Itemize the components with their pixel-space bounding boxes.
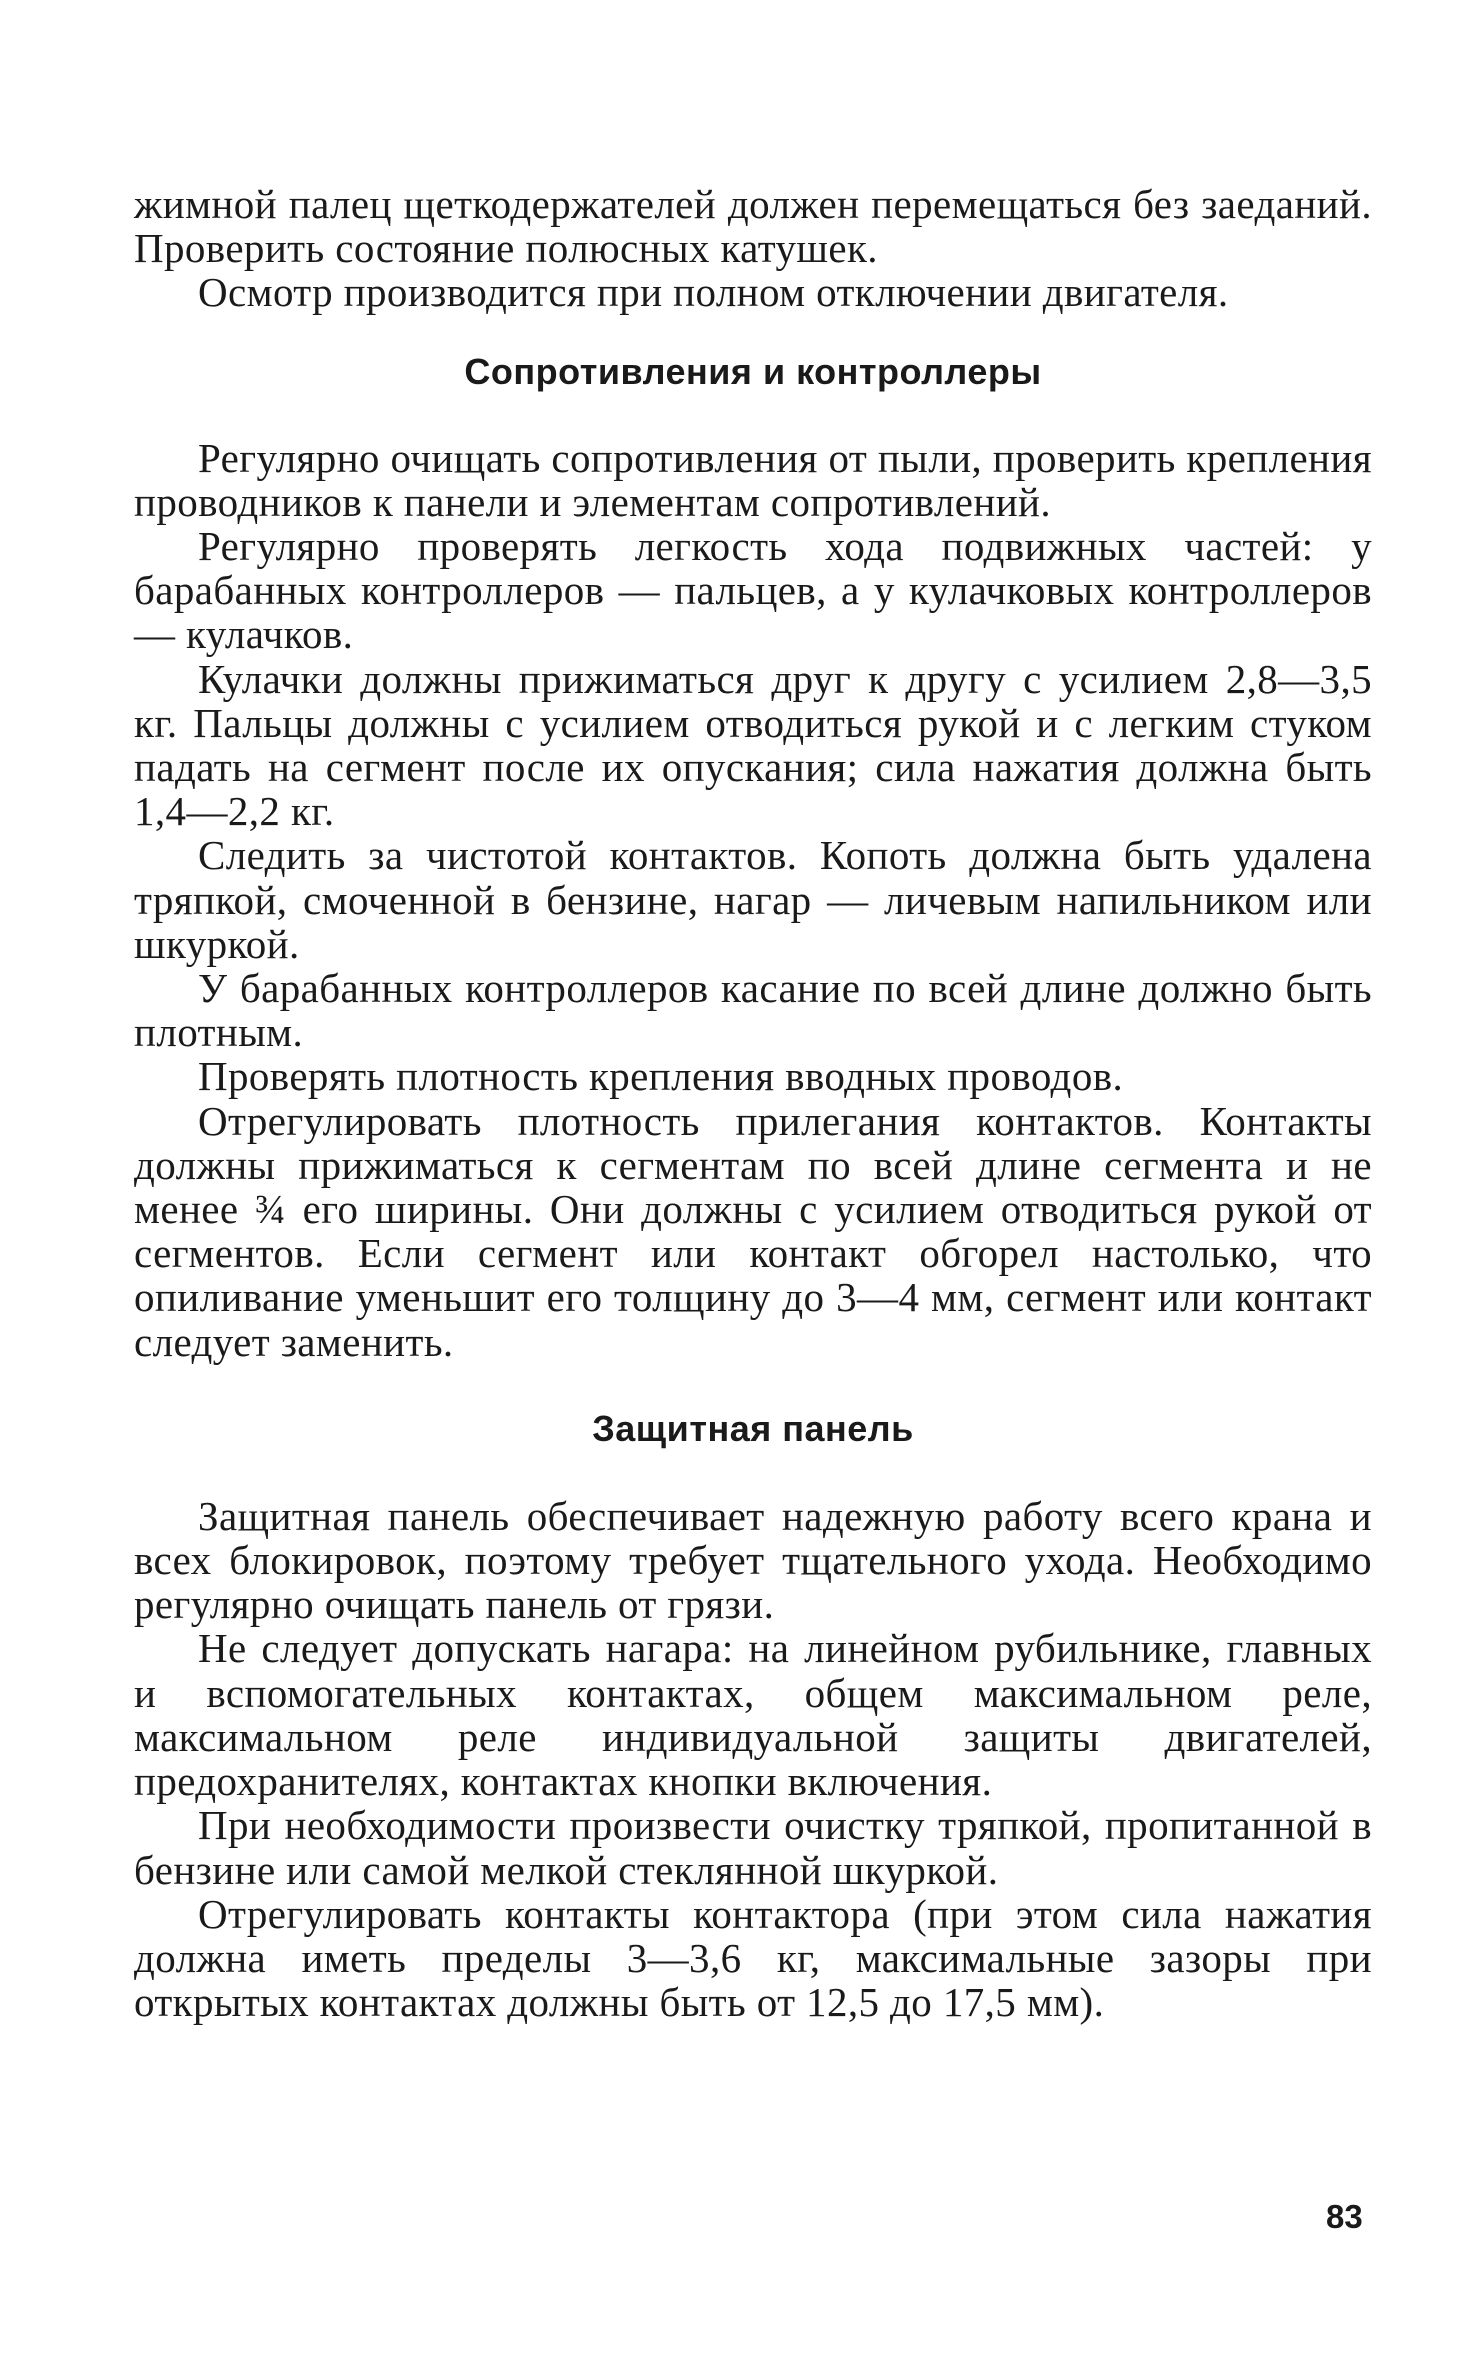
paragraph: Кулачки должны прижиматься друг к другу с усилием 2,8—3,5 кг. Пальцы должны с усилием отводиться рукой и с легким стуком падать на сегмент после их опускания; сила нажатия должна быть 1,4—2,2 кг. bbox=[134, 655, 1372, 835]
paragraph: Отрегулировать контакты контактора (при этом сила нажатия должна иметь пределы 3—3,6 кг, максимальные зазоры при открытых контактах должны быть от 12,5 до 17,5 мм). bbox=[134, 1890, 1372, 2026]
paragraph: Регулярно очищать сопротивления от пыли, проверить крепления проводников к панели и элементам сопротивлений. bbox=[134, 434, 1372, 525]
section-heading-resistors: Сопротивления и контроллеры bbox=[464, 350, 1042, 392]
paragraph: У барабанных контроллеров касание по всей длине должно быть плотным. bbox=[134, 965, 1372, 1056]
paragraph: жимной палец щеткодержателей должен перемещаться без заеданий. Проверить состояние полюсных катушек. bbox=[134, 181, 1372, 272]
paragraph: Следить за чистотой контактов. Копоть должна быть удалена тряпкой, смоченной в бензине, нагар — личевым напильником или шкуркой. bbox=[134, 832, 1372, 967]
section-heading-protective-panel: Защитная панель bbox=[592, 1407, 914, 1449]
page-body bbox=[134, 182, 1372, 2024]
intro-text bbox=[134, 182, 1372, 315]
paragraph: Регулярно проверять легкость хода подвижных частей: у барабанных контроллеров — пальцев, а у кулачковых контроллеров — кулачков. bbox=[134, 523, 1372, 658]
section-panel-text bbox=[134, 1494, 1372, 2024]
paragraph: Проверять плотность крепления вводных проводов. bbox=[198, 1053, 1124, 1100]
section-resistors-text bbox=[134, 436, 1372, 1364]
paragraph: Осмотр производится при полном отключении двигателя. bbox=[198, 269, 1229, 316]
paragraph: Не следует допускать нагара: на линейном рубильнике, главных и вспомогательных контактах, общем максимальном реле, максимальном реле индивидуальной защиты двигателей, предохранителях, контактах кнопки включения. bbox=[134, 1625, 1372, 1805]
page-number: 83 bbox=[1326, 2198, 1363, 2235]
paragraph: Отрегулировать плотность прилегания контактов. Контакты должны прижиматься к сегментам по всей длине сегмента и не менее ¾ его ширины. Они должны с усилием отводиться рукой от сегментов. Если сегмент или контакт обгорел настолько, что опиливание уменьшит его толщину до 3—4 мм, сегмент или контакт следует заменить. bbox=[134, 1097, 1372, 1365]
paragraph: Защитная панель обеспечивает надежную работу всего крана и всех блокировок, поэтому требует тщательного ухода. Необходимо регулярно очищать панель от грязи. bbox=[134, 1492, 1372, 1628]
paragraph: При необходимости произвести очистку тряпкой, пропитанной в бензине или самой мелкой стеклянной шкуркой. bbox=[134, 1802, 1372, 1893]
